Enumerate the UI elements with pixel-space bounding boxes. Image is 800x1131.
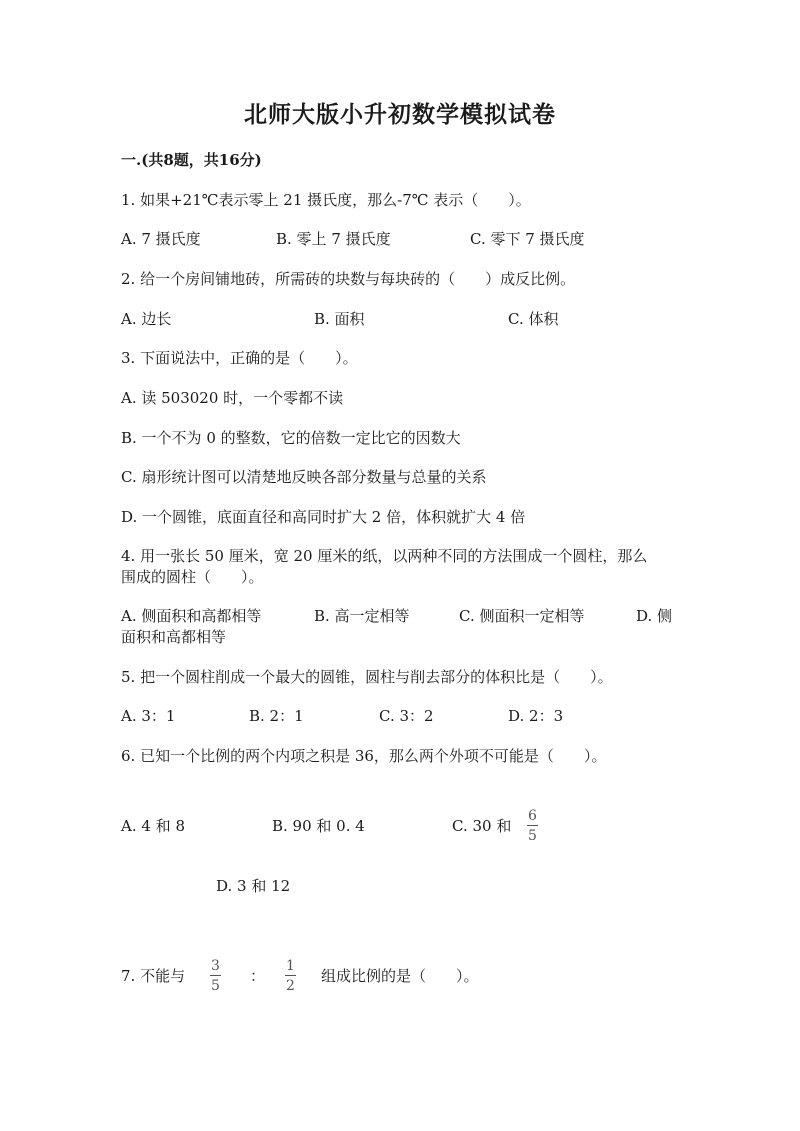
- question-1-stem: 1. 如果+21℃表示零上 21 摄氏度，那么-7℃ 表示（ ）。: [121, 191, 531, 209]
- question-3-option-d[interactable]: D. 一个圆锥，底面直径和高同时扩大 2 倍，体积就扩大 4 倍: [121, 508, 526, 526]
- question-2-option-c[interactable]: C. 体积: [508, 310, 559, 328]
- question-5-option-d[interactable]: D. 2：3: [508, 707, 564, 725]
- question-6-stem: 6. 已知一个比例的两个内项之积是 36，那么两个外项不可能是（ ）。: [121, 747, 607, 765]
- question-1-option-c[interactable]: C. 零下 7 摄氏度: [470, 230, 585, 248]
- fraction-denominator: 5: [528, 828, 537, 844]
- question-7-fraction-1: [210, 958, 221, 994]
- question-3-option-b[interactable]: B. 一个不为 0 的整数，它的倍数一定比它的因数大: [121, 429, 461, 447]
- section-heading: 一.(共8题，共16分): [121, 151, 262, 169]
- question-3-stem: 3. 下面说法中，正确的是（ ）。: [121, 349, 358, 367]
- question-4-option-b[interactable]: B. 高一定相等: [314, 607, 410, 625]
- question-6-option-c[interactable]: C. 30 和: [452, 817, 512, 835]
- question-2-option-b[interactable]: B. 面积: [314, 310, 365, 328]
- question-6-option-d[interactable]: D. 3 和 12: [216, 877, 291, 895]
- question-6-option-b[interactable]: B. 90 和 0. 4: [272, 817, 365, 835]
- question-5-stem: 5. 把一个圆柱削成一个最大的圆锥，圆柱与削去部分的体积比是（ ）。: [121, 668, 613, 686]
- page-title: 北师大版小升初数学模拟试卷: [244, 101, 556, 128]
- question-7-ratio-colon: ：: [250, 967, 266, 985]
- question-5-option-b[interactable]: B. 2：1: [249, 707, 304, 725]
- question-6-option-c-fraction: [527, 808, 538, 844]
- fraction-numerator: 1: [286, 958, 295, 974]
- question-4-option-c[interactable]: C. 侧面积一定相等: [459, 607, 585, 625]
- fraction-bar: [285, 975, 296, 976]
- question-2-stem: 2. 给一个房间铺地砖，所需砖的块数与每块砖的（ ）成反比例。: [121, 270, 576, 288]
- question-7-stem-prefix: 7. 不能与: [121, 967, 186, 985]
- question-4-option-a[interactable]: A. 侧面积和高都相等: [121, 607, 262, 625]
- question-3-option-c[interactable]: C. 扇形统计图可以清楚地反映各部分数量与总量的关系: [121, 468, 487, 486]
- question-2-option-a[interactable]: A. 边长: [121, 310, 172, 328]
- question-4-option-d[interactable]: D. 侧: [636, 607, 673, 625]
- fraction-denominator: 5: [211, 978, 220, 994]
- question-4-stem-line-2: 围成的圆柱（ ）。: [121, 568, 264, 586]
- question-4-stem-line-1: 4. 用一张长 50 厘米，宽 20 厘米的纸，以两种不同的方法围成一个圆柱，那么: [121, 547, 648, 565]
- question-1-option-a[interactable]: A. 7 摄氏度: [121, 230, 201, 248]
- fraction-bar: [210, 975, 221, 976]
- fraction-numerator: 3: [211, 958, 220, 974]
- fraction-bar: [527, 825, 538, 826]
- question-7-fraction-2: [285, 958, 296, 994]
- question-4-option-d-continued[interactable]: 面积和高都相等: [121, 628, 227, 646]
- question-6-option-a[interactable]: A. 4 和 8: [121, 817, 185, 835]
- question-5-option-c[interactable]: C. 3：2: [379, 707, 434, 725]
- fraction-denominator: 2: [286, 978, 295, 994]
- question-5-option-a[interactable]: A. 3：1: [121, 707, 176, 725]
- question-3-option-a[interactable]: A. 读 503020 时，一个零都不读: [121, 389, 344, 407]
- question-1-option-b[interactable]: B. 零上 7 摄氏度: [276, 230, 391, 248]
- fraction-numerator: 6: [528, 808, 537, 824]
- question-7-stem-suffix: 组成比例的是（ ）。: [321, 967, 479, 985]
